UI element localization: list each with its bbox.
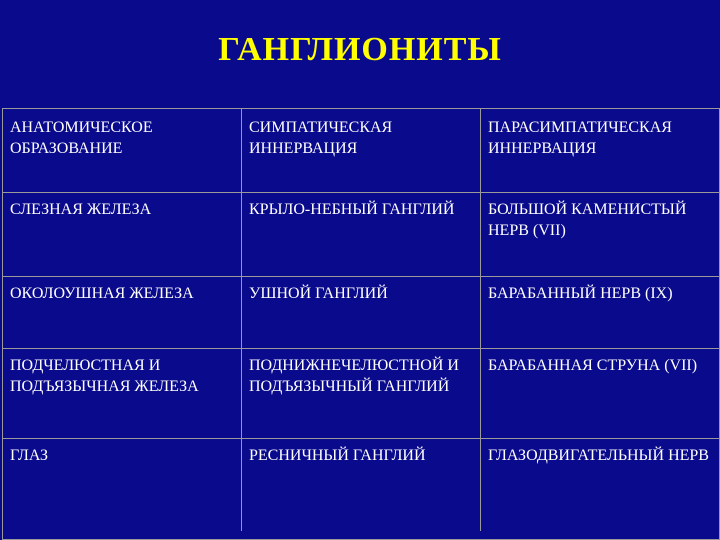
table-cell: БАРАБАННАЯ СТРУНА (VII) <box>481 349 719 439</box>
table-cell: ГЛАЗОДВИГАТЕЛЬНЫЙ НЕРВ <box>488 447 709 464</box>
table-cell: ПОДНИЖНЕЧЕЛЮСТНОЙ И ПОДЪЯЗЫЧНЫЙ ГАНГЛИЙ <box>242 349 481 439</box>
table-cell: БОЛЬШОЙ КАМЕНИСТЫЙ НЕРВ (VII) <box>481 193 719 277</box>
table-cell: ОКОЛОУШНАЯ ЖЕЛЕЗА <box>3 277 242 349</box>
page-title: ГАНГЛИОНИТЫ <box>218 31 502 68</box>
table-cell: СЛЕЗНАЯ ЖЕЛЕЗА <box>3 193 242 277</box>
table-header-cell: АНАТОМИЧЕСКОЕ ОБРАЗОВАНИЕ <box>3 109 242 193</box>
table-cell: БАРАБАННЫЙ НЕРВ (IX) <box>481 277 719 349</box>
table-header-cell: СИМПАТИЧЕСКАЯ ИННЕРВАЦИЯ <box>242 109 481 193</box>
table-cell: ПОДЧЕЛЮСТНАЯ И ПОДЪЯЗЫЧНАЯ ЖЕЛЕЗА <box>3 349 242 439</box>
table-header-cell: ПАРАСИМПАТИЧЕСКАЯ ИННЕРВАЦИЯ <box>481 109 719 193</box>
table-cell: КРЫЛО-НЕБНЫЙ ГАНГЛИЙ <box>242 193 481 277</box>
ganglionitis-table <box>2 108 720 540</box>
table-cell: ГЛАЗ <box>3 439 242 531</box>
table-cell: РЕСНИЧНЫЙ ГАНГЛИЙ <box>242 439 481 531</box>
table-cell: УШНОЙ ГАНГЛИЙ <box>242 277 481 349</box>
